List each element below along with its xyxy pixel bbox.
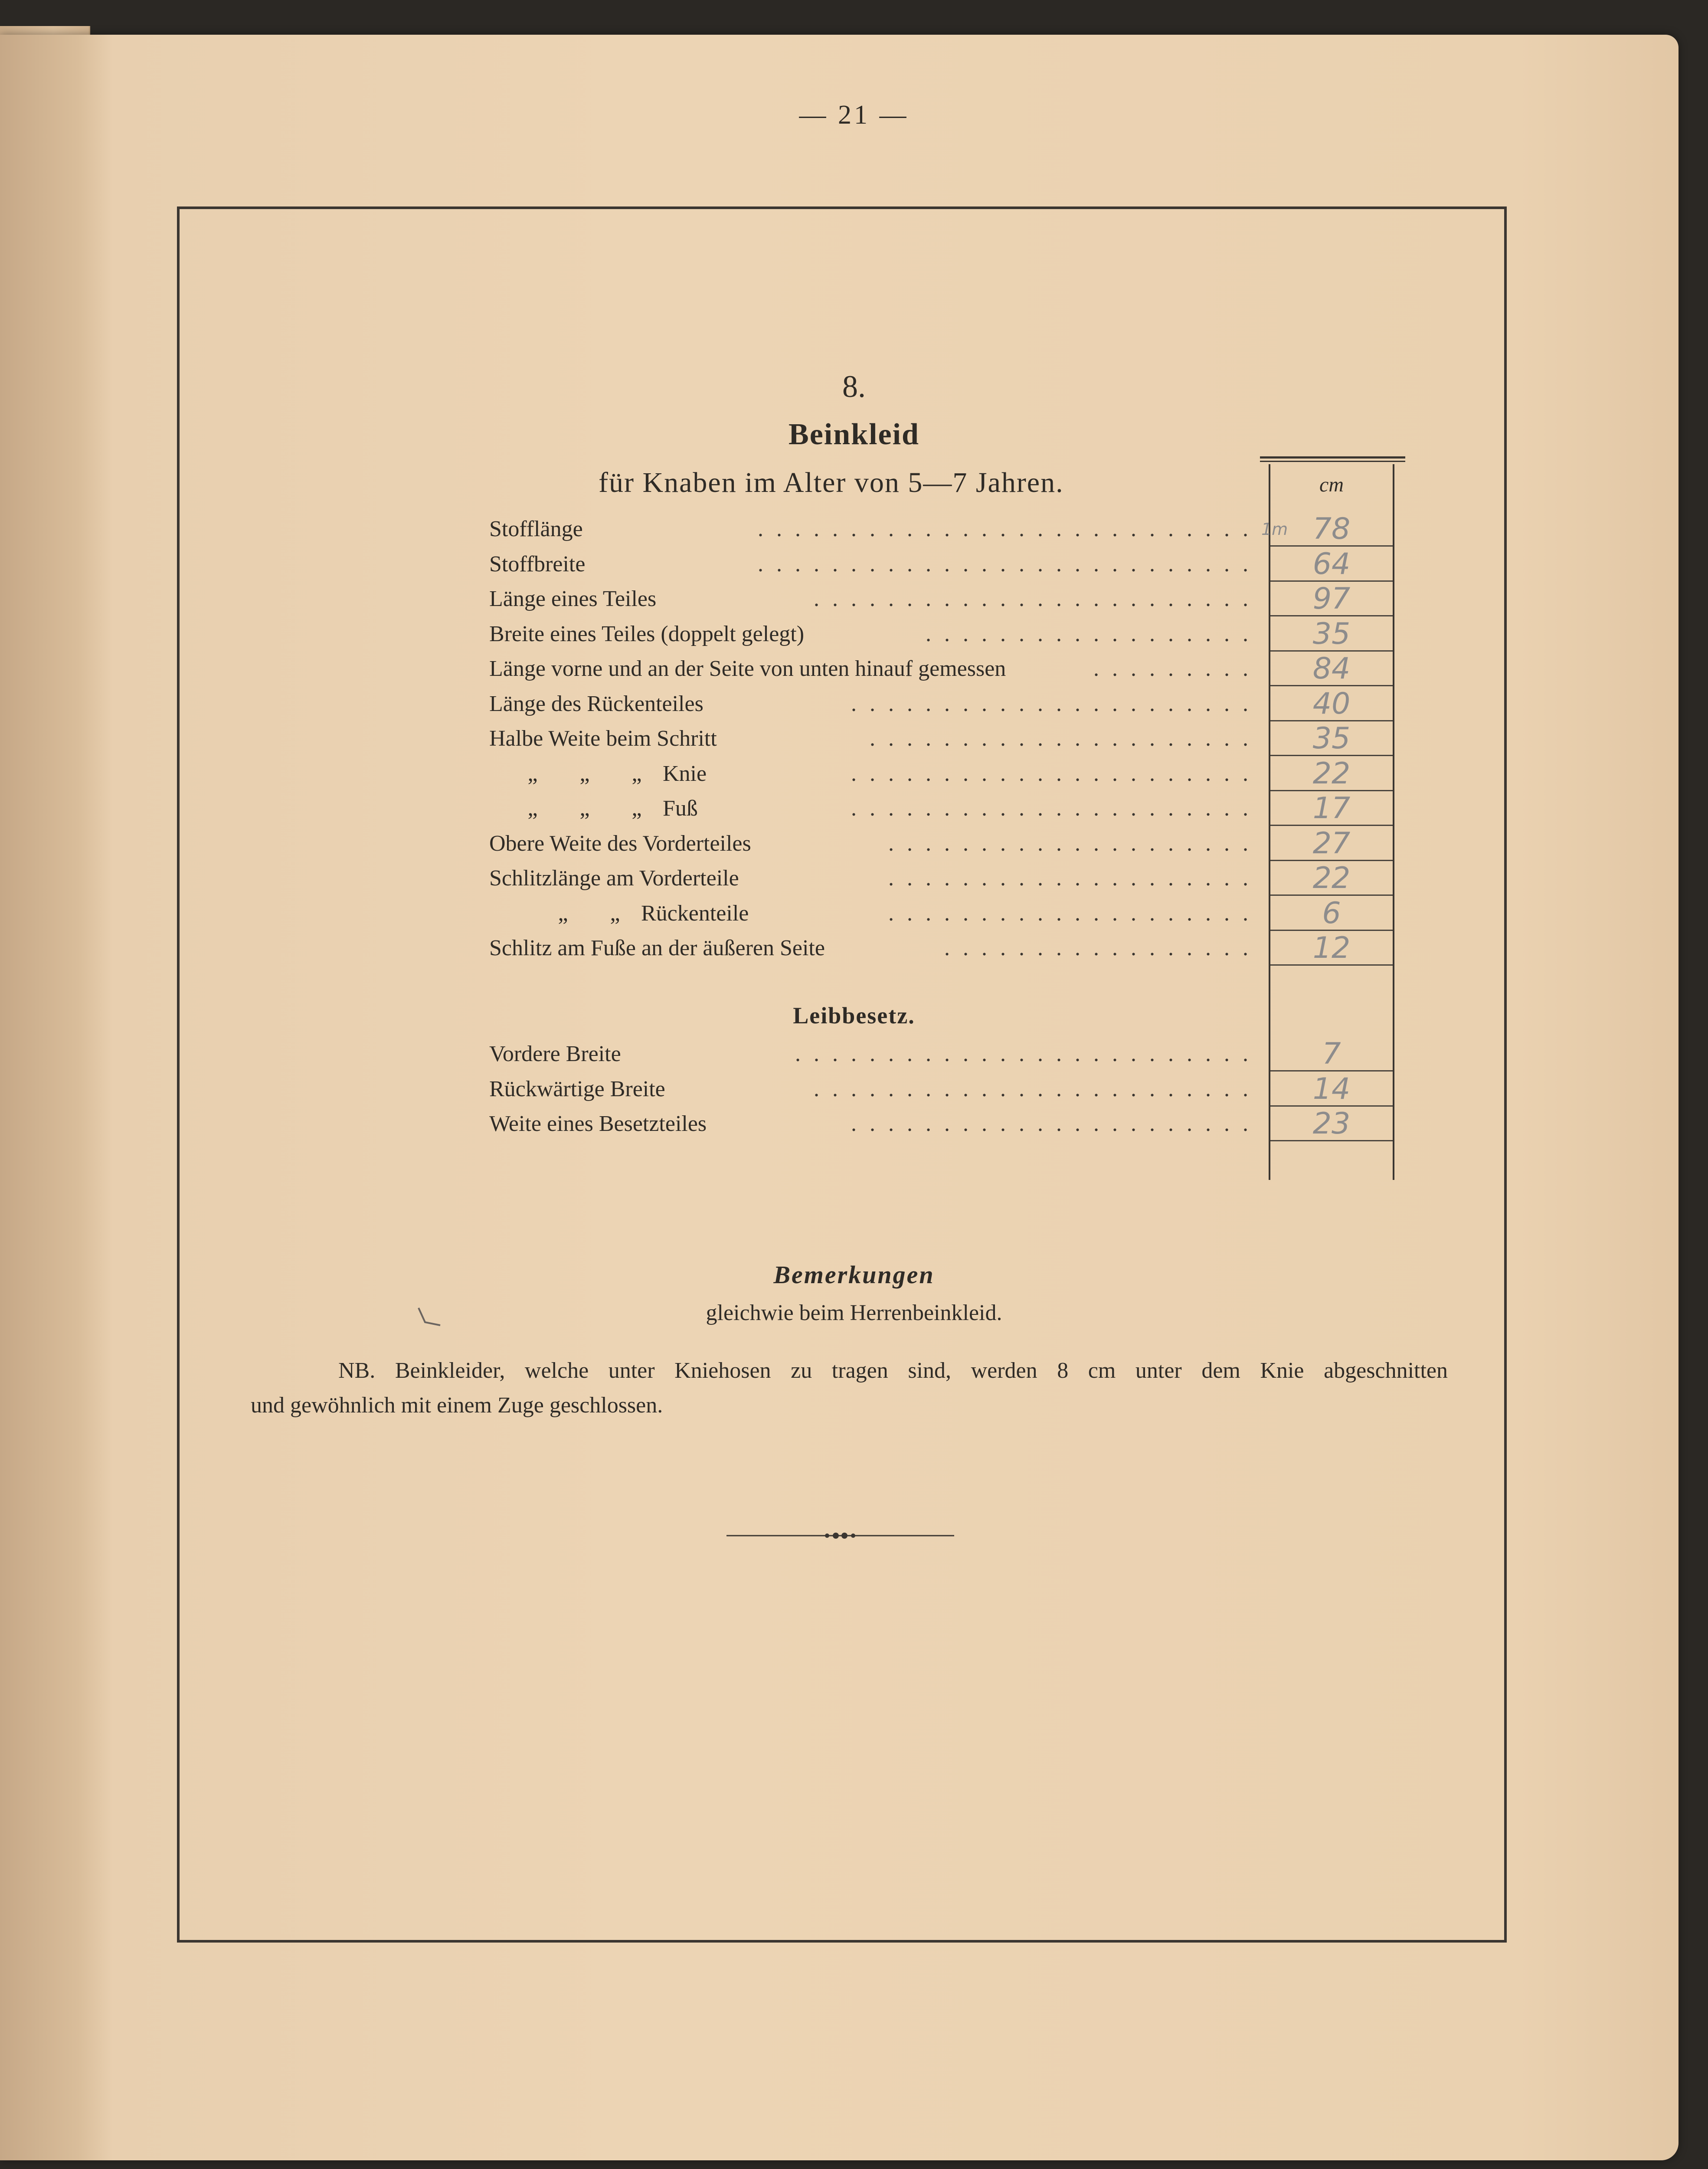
section-number: 8. — [842, 369, 866, 404]
page-subtitle: für Knaben im Alter von 5—7 Jahren. — [599, 467, 1064, 498]
leader-dots: ........................... — [758, 551, 1261, 577]
measurement-value: 14 — [1270, 1072, 1393, 1107]
measurement-label — [489, 896, 749, 931]
measurement-label: Stofflänge — [489, 517, 583, 541]
ditto-mark: „ — [558, 901, 568, 926]
leader-dots: ........................ — [814, 586, 1261, 611]
measurement-label: Halbe Weite beim Schritt — [489, 726, 717, 751]
measurement-label: Länge des Rückenteiles — [489, 691, 703, 716]
measurement-value: 35 — [1270, 721, 1393, 756]
unit-header: cm — [1319, 473, 1344, 496]
leader-dots: ........................... — [758, 517, 1261, 541]
measurement-value: 40 — [1270, 687, 1393, 721]
measurement-label — [489, 791, 698, 826]
ditto-marks — [489, 796, 654, 821]
measurement-row — [489, 1072, 1261, 1107]
ditto-mark: „ — [527, 796, 538, 821]
page-number: — 21 — — [799, 100, 909, 130]
leader-dots: ..................... — [870, 726, 1261, 751]
measurement-label: Schlitzlänge am Vorderteile — [489, 866, 739, 891]
leader-dots: ...................... — [851, 761, 1261, 786]
measurement-label-text: Knie — [663, 761, 707, 786]
measurement-label: Rückwärtige Breite — [489, 1076, 665, 1101]
decorative-divider — [726, 1527, 954, 1544]
ditto-mark: „ — [632, 796, 642, 821]
column-top-rule-thin — [1260, 461, 1405, 462]
measurement-label: Vordere Breite — [489, 1042, 621, 1066]
ditto-mark: „ — [579, 796, 590, 821]
remarks-text: gleichwie beim Herrenbeinkleid. — [706, 1301, 1002, 1325]
page-title: Beinkleid — [789, 418, 919, 451]
measurement-label: Obere Weite des Vorderteiles — [489, 831, 751, 856]
measurement-row — [489, 617, 1261, 652]
measurement-value: 97 — [1270, 582, 1393, 616]
measurement-value: 84 — [1270, 652, 1393, 686]
measurement-row — [489, 582, 1261, 616]
measurement-value: 64 — [1270, 547, 1393, 582]
measurement-label: Länge vorne und an der Seite von unten hinauf gemessen — [489, 656, 1006, 681]
leader-dots: .................... — [888, 866, 1261, 891]
ditto-mark: „ — [579, 761, 590, 786]
footnote-line-2: und gewöhnlich mit einem Zuge geschlossen. — [251, 1393, 663, 1418]
measurement-value: 22 — [1270, 861, 1393, 896]
leader-dots: ................. — [944, 936, 1261, 960]
remarks-heading: Bemerkungen — [773, 1261, 935, 1289]
column-top-rule — [1260, 456, 1405, 459]
footnote — [251, 1353, 1448, 1423]
measurement-value: 6 — [1270, 896, 1393, 931]
leibbesetz-heading: Leibbesetz. — [793, 1003, 915, 1029]
measurement-value-prefix: 1m — [1261, 520, 1288, 539]
leader-dots: ......... — [1093, 656, 1261, 681]
measurement-row — [489, 687, 1261, 721]
ditto-mark: „ — [527, 761, 538, 786]
measurement-value: 22 — [1270, 757, 1393, 791]
leader-dots: ........................ — [814, 1076, 1261, 1101]
measurement-row — [489, 896, 1261, 931]
measurement-value: 35 — [1270, 617, 1393, 652]
measurement-label: Breite eines Teiles (doppelt gelegt) — [489, 621, 805, 646]
measurement-row — [489, 826, 1261, 861]
ditto-marks — [489, 901, 632, 926]
leader-dots: .................... — [888, 831, 1261, 856]
measurement-row — [489, 1107, 1261, 1141]
measurement-label-text: Rückenteile — [641, 901, 749, 926]
measurement-label: Schlitz am Fuße an der äußeren Seite — [489, 936, 825, 960]
measurement-label-text: Fuß — [663, 796, 698, 821]
measurement-value: 7 — [1270, 1037, 1393, 1071]
leader-dots: ...................... — [851, 1111, 1261, 1136]
leader-dots: .................... — [888, 901, 1261, 926]
measurement-value: 78 — [1270, 512, 1393, 547]
leader-dots: ...................... — [851, 796, 1261, 821]
measurement-row — [489, 547, 1261, 582]
measurement-label: Länge eines Teiles — [489, 586, 657, 611]
measurement-row — [489, 791, 1261, 826]
measurement-value: 12 — [1270, 931, 1393, 966]
measurement-value: 27 — [1270, 826, 1393, 861]
measurement-label — [489, 757, 707, 791]
ditto-mark: „ — [632, 761, 642, 786]
leader-dots: .................. — [926, 621, 1261, 646]
measurement-row — [489, 652, 1261, 686]
measurement-value: 23 — [1270, 1107, 1393, 1141]
measurement-label: Weite eines Besetzteiles — [489, 1111, 707, 1136]
measurement-row — [489, 931, 1261, 966]
footnote-line-1: NB. Beinkleider, welche unter Kniehosen zu tragen sind, werden 8 cm unter dem Knie abgeschnitten — [338, 1358, 1448, 1383]
leader-dots: ...................... — [851, 691, 1261, 716]
measurement-row — [489, 1037, 1261, 1071]
leader-dots: ......................... — [795, 1042, 1261, 1066]
ditto-mark: „ — [610, 901, 620, 926]
measurement-row — [489, 861, 1261, 896]
measurement-value: 17 — [1270, 791, 1393, 826]
measurement-label: Stoffbreite — [489, 551, 586, 577]
measurement-row — [489, 757, 1261, 791]
measurement-row — [489, 721, 1261, 756]
measurement-row — [489, 512, 1261, 547]
ditto-marks — [489, 761, 654, 786]
